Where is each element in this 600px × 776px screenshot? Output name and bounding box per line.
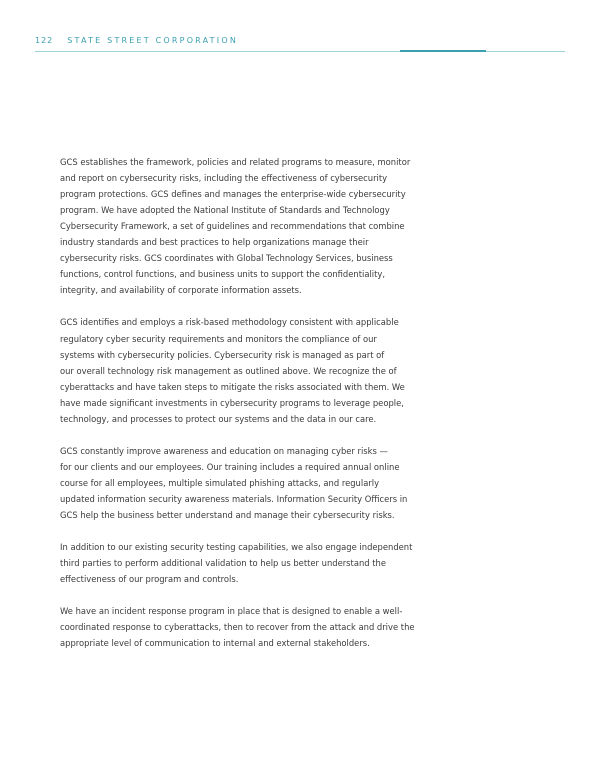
text-line: Cybersecurity Framework, a set of guidelines and recommendations that combine (60, 221, 405, 232)
text-line: updated information security awareness materials. Information Security Officers in (60, 493, 408, 504)
text-line: appropriate level of communication to internal and external stakeholders. (60, 638, 370, 649)
body-text (60, 154, 420, 668)
header-accent-rule (400, 50, 486, 52)
page-number: 122 (35, 36, 54, 45)
text-line: In addition to our existing security testing capabilities, we also engage independent (60, 542, 413, 553)
text-line: GCS help the business better understand and manage their cybersecurity risks. (60, 510, 395, 521)
text-line: cyberattacks and have taken steps to mitigate the risks associated with them. We (60, 381, 405, 392)
text-line: We have an incident response program in place that is designed to enable a well- (60, 606, 403, 617)
text-line: cybersecurity risks. GCS coordinates with Global Technology Services, business (60, 253, 393, 264)
text-line: GCS identifies and employs a risk-based methodology consistent with applicable (60, 317, 399, 328)
paragraph (60, 443, 420, 523)
text-line: GCS establishes the framework, policies and related programs to measure, monitor (60, 157, 411, 167)
text-line: and report on cybersecurity risks, including the effectiveness of cybersecurity (60, 173, 388, 184)
paragraph (60, 154, 420, 298)
text-line: third parties to perform additional validation to help us better understand the (60, 558, 386, 569)
text-line: our overall technology risk management as outlined above. We recognize the of (60, 365, 397, 376)
text-line: effectiveness of our program and controls. (60, 574, 239, 585)
text-line: for our clients and our employees. Our training includes a required annual online (60, 461, 400, 472)
text-line: coordinated response to cyberattacks, then to recover from the attack and drive the (60, 622, 415, 633)
paragraph (60, 603, 420, 651)
text-line: functions, control functions, and business units to support the confidentiality, (60, 269, 386, 280)
page-header (35, 36, 238, 45)
text-line: GCS constantly improve awareness and education on managing cyber risks — (60, 445, 388, 456)
text-line: integrity, and availability of corporate information assets. (60, 285, 302, 296)
text-line: industry standards and best practices to help organizations manage their (60, 237, 369, 248)
text-line: technology, and processes to protect our systems and the data in our care. (60, 413, 377, 424)
paragraph (60, 539, 420, 587)
text-line: course for all employees, multiple simulated phishing attacks, and regularly (60, 477, 380, 488)
text-line: program protections. GCS defines and manages the enterprise-wide cybersecurity (60, 189, 406, 200)
paragraph (60, 314, 420, 426)
text-line: regulatory cyber security requirements and monitors the compliance of our (60, 333, 377, 344)
text-line: have made significant investments in cybersecurity programs to leverage people, (60, 397, 404, 408)
company-name: STATE STREET CORPORATION (67, 36, 238, 45)
text-line: program. We have adopted the National Institute of Standards and Technology (60, 205, 390, 216)
text-line: systems with cybersecurity policies. Cybersecurity risk is managed as part of (60, 349, 385, 360)
